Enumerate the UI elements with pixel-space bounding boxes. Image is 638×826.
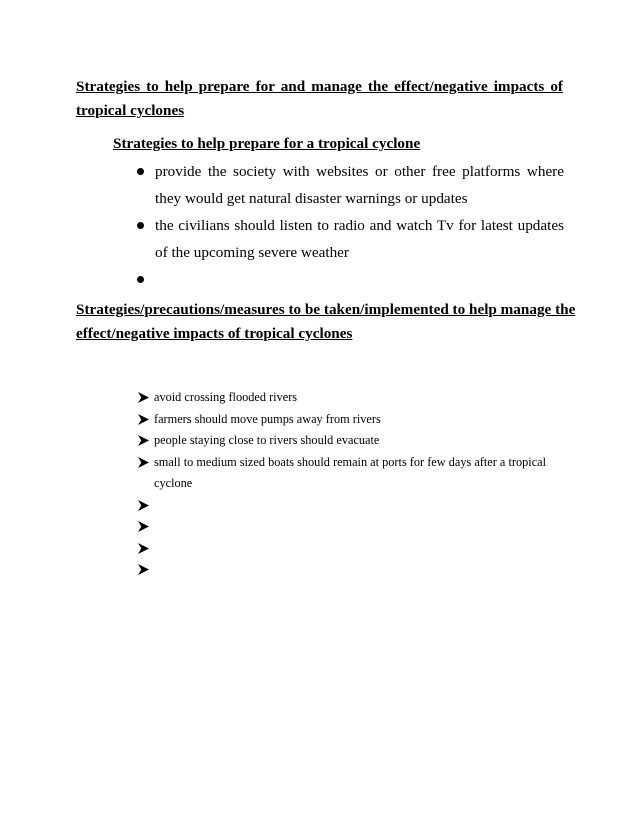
list-item xyxy=(138,538,568,560)
arrowhead-icon xyxy=(138,414,149,425)
heading-line: Strategies to help prepare for and manage the effect/negative impacts of xyxy=(76,78,563,95)
list-item xyxy=(138,430,568,452)
list-item xyxy=(138,387,568,409)
list-item xyxy=(138,516,568,538)
list-item-text: small to medium sized boats should remain at ports for few days after a tropical cyclone xyxy=(154,454,547,490)
bullet-icon xyxy=(137,222,144,229)
heading-line: tropical cyclones xyxy=(76,102,185,119)
subheading-prepare: Strategies to help prepare for a tropical cyclone xyxy=(113,135,421,152)
list-item-text: farmers should move pumps away from rivers xyxy=(154,411,381,426)
list-item-text: provide the society with websites or other free platforms where they would get natural disaster warnings or updates xyxy=(155,163,564,207)
arrowhead-icon xyxy=(138,435,149,446)
list-item-text: people staying close to rivers should evacuate xyxy=(154,433,380,447)
section-heading-manage-impacts xyxy=(76,298,576,346)
arrowhead-icon xyxy=(138,543,149,554)
arrowhead-icon xyxy=(138,457,149,468)
bullet-icon xyxy=(137,276,144,283)
list-item xyxy=(134,158,564,212)
heading-line: effect/negative impacts of tropical cyclones xyxy=(76,325,353,342)
list-item xyxy=(138,452,568,495)
section-heading-prepare-and-manage xyxy=(76,75,563,123)
arrowhead-icon xyxy=(138,521,149,532)
manage-arrow-list xyxy=(138,387,568,581)
list-item xyxy=(138,559,568,581)
prepare-bullet-list xyxy=(134,158,564,293)
list-item-text: avoid crossing flooded rivers xyxy=(154,390,298,404)
list-item xyxy=(138,495,568,517)
list-item xyxy=(134,212,564,266)
heading-line: Strategies/precautions/measures to be taken/implemented to help manage the xyxy=(76,301,576,318)
arrowhead-icon xyxy=(138,500,149,511)
list-item xyxy=(138,409,568,431)
list-item-text: the civilians should listen to radio and watch Tv for latest updates of the upcoming severe weather xyxy=(155,217,564,261)
list-item xyxy=(134,266,564,293)
arrowhead-icon xyxy=(138,564,149,575)
arrowhead-icon xyxy=(138,392,149,403)
bullet-icon xyxy=(137,168,144,175)
